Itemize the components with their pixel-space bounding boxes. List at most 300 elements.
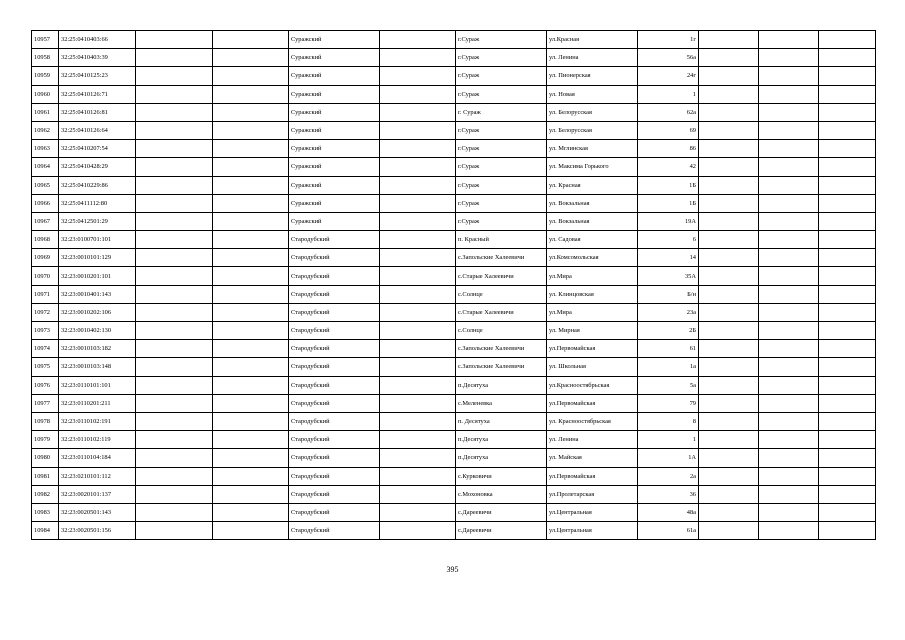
empty-cell	[213, 121, 289, 139]
row-number-cell: 10982	[32, 485, 59, 503]
street-cell: ул.Центральная	[547, 522, 638, 540]
house-number-cell: 1Б	[638, 194, 699, 212]
district-cell: Стародубский	[289, 285, 380, 303]
empty-cell	[213, 85, 289, 103]
house-number-cell: Б/н	[638, 285, 699, 303]
district-cell: Стародубский	[289, 322, 380, 340]
locality-cell: п.Десятуха	[456, 431, 547, 449]
empty-cell	[136, 67, 213, 85]
empty-cell	[380, 49, 456, 67]
empty-cell	[699, 212, 759, 230]
house-number-cell: 23а	[638, 303, 699, 321]
locality-cell: с.Запольские Халеевичи	[456, 249, 547, 267]
table-row	[32, 85, 876, 103]
cadastral-number-cell: 32:25:0410229:86	[59, 176, 136, 194]
row-number-cell: 10965	[32, 176, 59, 194]
empty-cell	[136, 522, 213, 540]
row-number-cell: 10957	[32, 31, 59, 49]
street-cell: ул. Вокзальная	[547, 212, 638, 230]
house-number-cell: 24г	[638, 67, 699, 85]
empty-cell	[380, 267, 456, 285]
empty-cell	[819, 212, 876, 230]
locality-cell: г.Сураж	[456, 176, 547, 194]
table-row	[32, 140, 876, 158]
empty-cell	[380, 85, 456, 103]
empty-cell	[699, 467, 759, 485]
street-cell: ул. Садовая	[547, 231, 638, 249]
empty-cell	[380, 303, 456, 321]
row-number-cell: 10983	[32, 503, 59, 521]
empty-cell	[699, 522, 759, 540]
locality-cell: г.Сураж	[456, 31, 547, 49]
street-cell: ул.Красная	[547, 31, 638, 49]
empty-cell	[759, 340, 819, 358]
empty-cell	[819, 485, 876, 503]
table-row	[32, 49, 876, 67]
empty-cell	[819, 85, 876, 103]
empty-cell	[819, 449, 876, 467]
district-cell: Суражский	[289, 140, 380, 158]
empty-cell	[699, 231, 759, 249]
district-cell: Стародубский	[289, 431, 380, 449]
empty-cell	[213, 231, 289, 249]
street-cell: ул. Мирная	[547, 322, 638, 340]
cadastral-number-cell: 32:25:0410126:64	[59, 121, 136, 139]
house-number-cell: 69	[638, 121, 699, 139]
empty-cell	[699, 303, 759, 321]
empty-cell	[136, 358, 213, 376]
row-number-cell: 10976	[32, 376, 59, 394]
empty-cell	[380, 285, 456, 303]
cadastral-number-cell: 32:23:0100701:101	[59, 231, 136, 249]
empty-cell	[213, 158, 289, 176]
empty-cell	[213, 103, 289, 121]
house-number-cell: 1а	[638, 358, 699, 376]
district-cell: Стародубский	[289, 412, 380, 430]
empty-cell	[213, 467, 289, 485]
empty-cell	[213, 140, 289, 158]
house-number-cell: 42	[638, 158, 699, 176]
locality-cell: с.Солнце	[456, 285, 547, 303]
empty-cell	[819, 358, 876, 376]
house-number-cell: 1А	[638, 449, 699, 467]
district-cell: Стародубский	[289, 303, 380, 321]
empty-cell	[380, 503, 456, 521]
property-register-table	[31, 30, 876, 540]
table-row	[32, 303, 876, 321]
cadastral-number-cell: 32:23:0010201:101	[59, 267, 136, 285]
street-cell: ул. Майская	[547, 449, 638, 467]
empty-cell	[759, 31, 819, 49]
district-cell: Стародубский	[289, 394, 380, 412]
cadastral-number-cell: 32:25:0411112:80	[59, 194, 136, 212]
empty-cell	[759, 176, 819, 194]
cadastral-number-cell: 32:23:0110201:211	[59, 394, 136, 412]
empty-cell	[380, 340, 456, 358]
empty-cell	[380, 31, 456, 49]
empty-cell	[699, 322, 759, 340]
row-number-cell: 10975	[32, 358, 59, 376]
empty-cell	[759, 194, 819, 212]
empty-cell	[213, 503, 289, 521]
table-row	[32, 121, 876, 139]
cadastral-number-cell: 32:25:0410126:71	[59, 85, 136, 103]
street-cell: ул. Белорусская	[547, 103, 638, 121]
house-number-cell: 62а	[638, 103, 699, 121]
empty-cell	[699, 103, 759, 121]
empty-cell	[136, 376, 213, 394]
empty-cell	[759, 449, 819, 467]
empty-cell	[759, 121, 819, 139]
cadastral-number-cell: 32:23:0110102:191	[59, 412, 136, 430]
empty-cell	[819, 103, 876, 121]
empty-cell	[759, 303, 819, 321]
empty-cell	[759, 503, 819, 521]
empty-cell	[380, 176, 456, 194]
house-number-cell: 6	[638, 231, 699, 249]
house-number-cell: 48а	[638, 503, 699, 521]
empty-cell	[699, 49, 759, 67]
empty-cell	[699, 140, 759, 158]
house-number-cell: 36	[638, 485, 699, 503]
empty-cell	[136, 85, 213, 103]
empty-cell	[136, 49, 213, 67]
empty-cell	[213, 49, 289, 67]
empty-cell	[213, 194, 289, 212]
row-number-cell: 10958	[32, 49, 59, 67]
empty-cell	[136, 485, 213, 503]
empty-cell	[699, 31, 759, 49]
district-cell: Суражский	[289, 176, 380, 194]
street-cell: ул. Красная	[547, 176, 638, 194]
house-number-cell: 56а	[638, 49, 699, 67]
table-row	[32, 358, 876, 376]
empty-cell	[213, 31, 289, 49]
empty-cell	[213, 449, 289, 467]
district-cell: Суражский	[289, 85, 380, 103]
empty-cell	[136, 103, 213, 121]
row-number-cell: 10984	[32, 522, 59, 540]
empty-cell	[819, 231, 876, 249]
district-cell: Суражский	[289, 31, 380, 49]
empty-cell	[380, 394, 456, 412]
empty-cell	[819, 67, 876, 85]
table-row	[32, 67, 876, 85]
locality-cell: с.Запольские Халеевичи	[456, 340, 547, 358]
cadastral-number-cell: 32:25:0410403:66	[59, 31, 136, 49]
page-number: 395	[446, 565, 459, 574]
empty-cell	[380, 358, 456, 376]
empty-cell	[819, 503, 876, 521]
empty-cell	[136, 340, 213, 358]
empty-cell	[136, 267, 213, 285]
locality-cell: п.Десятуха	[456, 449, 547, 467]
empty-cell	[213, 522, 289, 540]
empty-cell	[380, 231, 456, 249]
empty-cell	[759, 358, 819, 376]
locality-cell: с.Солнце	[456, 322, 547, 340]
street-cell: ул.Первомайская	[547, 340, 638, 358]
empty-cell	[136, 503, 213, 521]
district-cell: Стародубский	[289, 358, 380, 376]
locality-cell: г.Сураж	[456, 49, 547, 67]
row-number-cell: 10959	[32, 67, 59, 85]
empty-cell	[699, 340, 759, 358]
empty-cell	[699, 412, 759, 430]
house-number-cell: 1г	[638, 31, 699, 49]
row-number-cell: 10977	[32, 394, 59, 412]
empty-cell	[759, 322, 819, 340]
table-row	[32, 231, 876, 249]
district-cell: Суражский	[289, 67, 380, 85]
table-row	[32, 103, 876, 121]
empty-cell	[136, 285, 213, 303]
empty-cell	[380, 121, 456, 139]
locality-cell: с.Курковичи	[456, 467, 547, 485]
cadastral-number-cell: 32:23:0110104:184	[59, 449, 136, 467]
empty-cell	[819, 431, 876, 449]
table-row	[32, 31, 876, 49]
row-number-cell: 10981	[32, 467, 59, 485]
empty-cell	[213, 340, 289, 358]
empty-cell	[759, 267, 819, 285]
empty-cell	[819, 158, 876, 176]
house-number-cell: 5а	[638, 376, 699, 394]
cadastral-number-cell: 32:23:0010103:182	[59, 340, 136, 358]
district-cell: Суражский	[289, 212, 380, 230]
empty-cell	[759, 467, 819, 485]
empty-cell	[699, 358, 759, 376]
empty-cell	[136, 467, 213, 485]
house-number-cell: 2Б	[638, 322, 699, 340]
empty-cell	[380, 431, 456, 449]
empty-cell	[759, 140, 819, 158]
row-number-cell: 10969	[32, 249, 59, 267]
cadastral-number-cell: 32:23:0110101:101	[59, 376, 136, 394]
empty-cell	[213, 431, 289, 449]
empty-cell	[136, 303, 213, 321]
row-number-cell: 10972	[32, 303, 59, 321]
table-row	[32, 412, 876, 430]
empty-cell	[213, 285, 289, 303]
house-number-cell: 61	[638, 340, 699, 358]
locality-cell: г.Сураж	[456, 85, 547, 103]
empty-cell	[136, 249, 213, 267]
cadastral-number-cell: 32:23:0010401:143	[59, 285, 136, 303]
locality-cell: г.Сураж	[456, 140, 547, 158]
empty-cell	[759, 412, 819, 430]
empty-cell	[136, 212, 213, 230]
district-cell: Стародубский	[289, 267, 380, 285]
table-row	[32, 485, 876, 503]
street-cell: ул.Пролетарская	[547, 485, 638, 503]
locality-cell: с.Меленевка	[456, 394, 547, 412]
empty-cell	[819, 322, 876, 340]
row-number-cell: 10960	[32, 85, 59, 103]
empty-cell	[819, 522, 876, 540]
row-number-cell: 10978	[32, 412, 59, 430]
empty-cell	[819, 121, 876, 139]
row-number-cell: 10961	[32, 103, 59, 121]
table-row	[32, 158, 876, 176]
empty-cell	[819, 340, 876, 358]
house-number-cell: 19А	[638, 212, 699, 230]
district-cell: Стародубский	[289, 503, 380, 521]
street-cell: ул.Центральная	[547, 503, 638, 521]
empty-cell	[136, 31, 213, 49]
empty-cell	[699, 194, 759, 212]
cadastral-number-cell: 32:23:0010202:106	[59, 303, 136, 321]
street-cell: ул. Клинцовская	[547, 285, 638, 303]
district-cell: Суражский	[289, 103, 380, 121]
street-cell: ул.Мира	[547, 267, 638, 285]
street-cell: ул. Ленина	[547, 431, 638, 449]
locality-cell: г.Сураж	[456, 121, 547, 139]
empty-cell	[380, 140, 456, 158]
cadastral-number-cell: 32:23:0010103:148	[59, 358, 136, 376]
empty-cell	[819, 467, 876, 485]
table-row	[32, 249, 876, 267]
district-cell: Стародубский	[289, 485, 380, 503]
empty-cell	[699, 176, 759, 194]
empty-cell	[213, 67, 289, 85]
cadastral-number-cell: 32:25:0410207:54	[59, 140, 136, 158]
empty-cell	[699, 121, 759, 139]
district-cell: Суражский	[289, 49, 380, 67]
street-cell: ул. Мглинская	[547, 140, 638, 158]
empty-cell	[699, 67, 759, 85]
empty-cell	[819, 194, 876, 212]
house-number-cell: 79	[638, 394, 699, 412]
empty-cell	[213, 358, 289, 376]
empty-cell	[699, 394, 759, 412]
house-number-cell: 1	[638, 431, 699, 449]
street-cell: ул.Первомайская	[547, 467, 638, 485]
empty-cell	[213, 249, 289, 267]
row-number-cell: 10964	[32, 158, 59, 176]
empty-cell	[380, 103, 456, 121]
empty-cell	[380, 412, 456, 430]
cadastral-number-cell: 32:23:0020501:156	[59, 522, 136, 540]
empty-cell	[380, 212, 456, 230]
empty-cell	[699, 503, 759, 521]
empty-cell	[819, 303, 876, 321]
cadastral-number-cell: 32:25:0410428:29	[59, 158, 136, 176]
empty-cell	[759, 249, 819, 267]
empty-cell	[699, 285, 759, 303]
empty-cell	[759, 103, 819, 121]
street-cell: ул. Школьная	[547, 358, 638, 376]
table-row	[32, 522, 876, 540]
table-row	[32, 431, 876, 449]
empty-cell	[380, 522, 456, 540]
empty-cell	[380, 194, 456, 212]
empty-cell	[759, 231, 819, 249]
empty-cell	[759, 376, 819, 394]
empty-cell	[759, 85, 819, 103]
street-cell: ул.Первомайская	[547, 394, 638, 412]
empty-cell	[699, 158, 759, 176]
empty-cell	[136, 449, 213, 467]
empty-cell	[819, 31, 876, 49]
locality-cell: с.Запольские Халеевичи	[456, 358, 547, 376]
locality-cell: г.Сураж	[456, 158, 547, 176]
district-cell: Стародубский	[289, 467, 380, 485]
empty-cell	[699, 85, 759, 103]
district-cell: Суражский	[289, 158, 380, 176]
cadastral-number-cell: 32:23:0210101:112	[59, 467, 136, 485]
house-number-cell: 1	[638, 85, 699, 103]
empty-cell	[699, 249, 759, 267]
cadastral-number-cell: 32:23:0020101:137	[59, 485, 136, 503]
row-number-cell: 10970	[32, 267, 59, 285]
empty-cell	[380, 322, 456, 340]
row-number-cell: 10971	[32, 285, 59, 303]
cadastral-number-cell: 32:25:0410126:81	[59, 103, 136, 121]
locality-cell: с.Дареевичи	[456, 503, 547, 521]
street-cell: ул. Вокзальная	[547, 194, 638, 212]
empty-cell	[759, 285, 819, 303]
empty-cell	[699, 376, 759, 394]
house-number-cell: 35А	[638, 267, 699, 285]
street-cell: ул. Максима Горького	[547, 158, 638, 176]
house-number-cell: 2а	[638, 467, 699, 485]
locality-cell: с.Дареевичи	[456, 522, 547, 540]
empty-cell	[819, 140, 876, 158]
district-cell: Стародубский	[289, 449, 380, 467]
table-row	[32, 176, 876, 194]
row-number-cell: 10973	[32, 322, 59, 340]
empty-cell	[213, 176, 289, 194]
street-cell: ул. Белорусская	[547, 121, 638, 139]
empty-cell	[380, 485, 456, 503]
row-number-cell: 10967	[32, 212, 59, 230]
locality-cell: п.Десятуха	[456, 376, 547, 394]
empty-cell	[136, 322, 213, 340]
cadastral-number-cell: 32:23:0010101:129	[59, 249, 136, 267]
house-number-cell: 61а	[638, 522, 699, 540]
row-number-cell: 10980	[32, 449, 59, 467]
street-cell: ул. Красноостябрьская	[547, 412, 638, 430]
empty-cell	[759, 394, 819, 412]
district-cell: Стародубский	[289, 376, 380, 394]
empty-cell	[213, 412, 289, 430]
locality-cell: с.Старые Халеевичи	[456, 303, 547, 321]
locality-cell: с.Старые Халеевичи	[456, 267, 547, 285]
locality-cell: г.Сураж	[456, 194, 547, 212]
cadastral-number-cell: 32:23:0110102:119	[59, 431, 136, 449]
empty-cell	[136, 431, 213, 449]
district-cell: Суражский	[289, 194, 380, 212]
empty-cell	[136, 121, 213, 139]
empty-cell	[699, 431, 759, 449]
table-row	[32, 267, 876, 285]
locality-cell: г. Сураж	[456, 103, 547, 121]
locality-cell: г.Сураж	[456, 212, 547, 230]
locality-cell: п. Десятуха	[456, 412, 547, 430]
empty-cell	[213, 267, 289, 285]
district-cell: Стародубский	[289, 249, 380, 267]
street-cell: ул.Мира	[547, 303, 638, 321]
locality-cell: с.Мохоновка	[456, 485, 547, 503]
empty-cell	[759, 212, 819, 230]
cadastral-number-cell: 32:25:0410403:39	[59, 49, 136, 67]
empty-cell	[380, 449, 456, 467]
table-row	[32, 449, 876, 467]
empty-cell	[819, 249, 876, 267]
district-cell: Суражский	[289, 121, 380, 139]
empty-cell	[759, 49, 819, 67]
